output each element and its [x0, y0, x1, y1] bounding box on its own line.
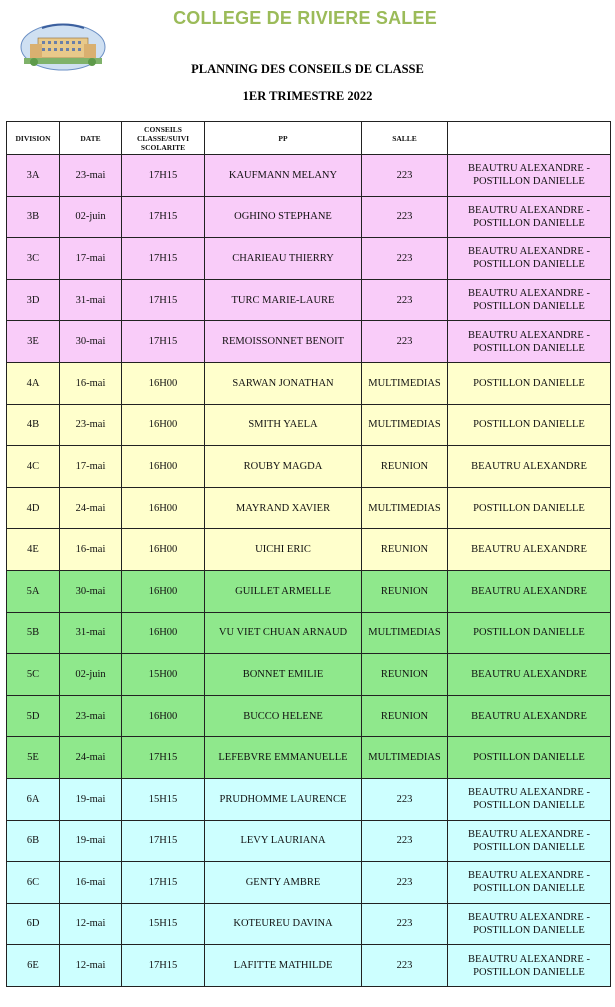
cell-salle: REUNION — [362, 446, 448, 488]
cell-salle: 223 — [362, 155, 448, 197]
cell-division: 4D — [7, 487, 60, 529]
cell-salle: MULTIMEDIAS — [362, 612, 448, 654]
table-row — [7, 487, 611, 529]
cell-pp: BUCCO HELENE — [205, 695, 362, 737]
cell-surveillance: BEAUTRU ALEXANDRE - POSTILLON DANIELLE — [448, 862, 611, 904]
cell-division: 5C — [7, 654, 60, 696]
cell-division: 5E — [7, 737, 60, 779]
cell-heure: 16H00 — [122, 446, 205, 488]
cell-salle: 223 — [362, 820, 448, 862]
table-row — [7, 362, 611, 404]
cell-pp: UICHI ERIC — [205, 529, 362, 571]
cell-surveillance: BEAUTRU ALEXANDRE - POSTILLON DANIELLE — [448, 903, 611, 945]
header-pp: PP — [205, 122, 362, 155]
cell-surveillance: POSTILLON DANIELLE — [448, 362, 611, 404]
cell-surveillance: BEAUTRU ALEXANDRE - POSTILLON DANIELLE — [448, 778, 611, 820]
table-row — [7, 238, 611, 280]
cell-division: 4A — [7, 362, 60, 404]
cell-division: 4E — [7, 529, 60, 571]
cell-date: 23-mai — [60, 404, 122, 446]
cell-date: 19-mai — [60, 778, 122, 820]
cell-division: 6B — [7, 820, 60, 862]
cell-pp: KOTEUREU DAVINA — [205, 903, 362, 945]
header-division: DIVISION — [7, 122, 60, 155]
cell-surveillance: BEAUTRU ALEXANDRE — [448, 446, 611, 488]
cell-date: 16-mai — [60, 362, 122, 404]
cell-surveillance: BEAUTRU ALEXANDRE - POSTILLON DANIELLE — [448, 279, 611, 321]
table-row — [7, 446, 611, 488]
cell-salle: 223 — [362, 778, 448, 820]
table-row — [7, 654, 611, 696]
cell-heure: 17H15 — [122, 321, 205, 363]
cell-heure: 16H00 — [122, 404, 205, 446]
cell-division: 3A — [7, 155, 60, 197]
planning-table — [6, 121, 611, 987]
cell-surveillance: POSTILLON DANIELLE — [448, 612, 611, 654]
cell-heure: 15H15 — [122, 903, 205, 945]
cell-date: 12-mai — [60, 945, 122, 987]
cell-division: 3B — [7, 196, 60, 238]
cell-division: 3E — [7, 321, 60, 363]
cell-date: 23-mai — [60, 155, 122, 197]
cell-surveillance: BEAUTRU ALEXANDRE — [448, 695, 611, 737]
cell-division: 4B — [7, 404, 60, 446]
cell-salle: 223 — [362, 321, 448, 363]
cell-heure: 17H15 — [122, 196, 205, 238]
cell-salle: REUNION — [362, 695, 448, 737]
cell-salle: REUNION — [362, 529, 448, 571]
cell-surveillance: BEAUTRU ALEXANDRE - POSTILLON DANIELLE — [448, 196, 611, 238]
table-row — [7, 778, 611, 820]
cell-division: 6A — [7, 778, 60, 820]
cell-division: 6D — [7, 903, 60, 945]
cell-pp: TURC MARIE-LAURE — [205, 279, 362, 321]
cell-date: 24-mai — [60, 487, 122, 529]
table-row — [7, 529, 611, 571]
cell-division: 6E — [7, 945, 60, 987]
cell-salle: 223 — [362, 903, 448, 945]
table-row — [7, 737, 611, 779]
table-row — [7, 903, 611, 945]
cell-division: 3C — [7, 238, 60, 280]
cell-heure: 17H15 — [122, 820, 205, 862]
table-row — [7, 862, 611, 904]
cell-pp: OGHINO STEPHANE — [205, 196, 362, 238]
cell-heure: 16H00 — [122, 362, 205, 404]
table-row — [7, 196, 611, 238]
cell-surveillance: BEAUTRU ALEXANDRE - POSTILLON DANIELLE — [448, 321, 611, 363]
table-row — [7, 155, 611, 197]
cell-surveillance: BEAUTRU ALEXANDRE - POSTILLON DANIELLE — [448, 820, 611, 862]
cell-surveillance: POSTILLON DANIELLE — [448, 487, 611, 529]
cell-salle: MULTIMEDIAS — [362, 487, 448, 529]
header-date: DATE — [60, 122, 122, 155]
cell-pp: PRUDHOMME LAURENCE — [205, 778, 362, 820]
cell-division: 3D — [7, 279, 60, 321]
cell-date: 23-mai — [60, 695, 122, 737]
cell-heure: 16H00 — [122, 695, 205, 737]
cell-date: 16-mai — [60, 862, 122, 904]
cell-pp: MAYRAND XAVIER — [205, 487, 362, 529]
table-row — [7, 570, 611, 612]
cell-pp: GUILLET ARMELLE — [205, 570, 362, 612]
cell-salle: 223 — [362, 238, 448, 280]
header-surveillance — [448, 122, 611, 155]
cell-surveillance: BEAUTRU ALEXANDRE - POSTILLON DANIELLE — [448, 945, 611, 987]
table-body — [7, 155, 611, 987]
cell-heure: 15H15 — [122, 778, 205, 820]
cell-salle: MULTIMEDIAS — [362, 362, 448, 404]
cell-pp: CHARIEAU THIERRY — [205, 238, 362, 280]
table-row — [7, 820, 611, 862]
cell-date: 17-mai — [60, 238, 122, 280]
cell-date: 31-mai — [60, 279, 122, 321]
cell-heure: 17H15 — [122, 862, 205, 904]
cell-pp: SMITH YAELA — [205, 404, 362, 446]
cell-pp: SARWAN JONATHAN — [205, 362, 362, 404]
cell-surveillance: BEAUTRU ALEXANDRE — [448, 570, 611, 612]
cell-heure: 17H15 — [122, 155, 205, 197]
cell-heure: 17H15 — [122, 737, 205, 779]
cell-division: 6C — [7, 862, 60, 904]
school-title: COLLEGE DE RIVIERE SALEE — [173, 8, 437, 28]
cell-surveillance: BEAUTRU ALEXANDRE - POSTILLON DANIELLE — [448, 238, 611, 280]
cell-date: 02-juin — [60, 654, 122, 696]
cell-date: 17-mai — [60, 446, 122, 488]
cell-pp: BONNET EMILIE — [205, 654, 362, 696]
cell-salle: 223 — [362, 862, 448, 904]
cell-salle: REUNION — [362, 570, 448, 612]
cell-surveillance: BEAUTRU ALEXANDRE — [448, 529, 611, 571]
table-row — [7, 404, 611, 446]
cell-pp: ROUBY MAGDA — [205, 446, 362, 488]
cell-date: 30-mai — [60, 570, 122, 612]
cell-date: 24-mai — [60, 737, 122, 779]
cell-division: 5B — [7, 612, 60, 654]
cell-heure: 16H00 — [122, 570, 205, 612]
table-row — [7, 321, 611, 363]
document-subtitle: 1ER TRIMESTRE 2022 — [242, 89, 373, 103]
document-title: PLANNING DES CONSEILS DE CLASSE — [191, 62, 424, 76]
cell-date: 19-mai — [60, 820, 122, 862]
cell-pp: LEFEBVRE EMMANUELLE — [205, 737, 362, 779]
cell-pp: KAUFMANN MELANY — [205, 155, 362, 197]
header-conseils: CONSEILS CLASSE/SUIVI SCOLARITE — [122, 122, 205, 155]
table-row — [7, 612, 611, 654]
cell-salle: 223 — [362, 196, 448, 238]
table-row — [7, 945, 611, 987]
cell-division: 4C — [7, 446, 60, 488]
cell-pp: REMOISSONNET BENOIT — [205, 321, 362, 363]
cell-heure: 16H00 — [122, 529, 205, 571]
cell-heure: 17H15 — [122, 945, 205, 987]
cell-surveillance: BEAUTRU ALEXANDRE - POSTILLON DANIELLE — [448, 155, 611, 197]
cell-heure: 17H15 — [122, 238, 205, 280]
cell-division: 5D — [7, 695, 60, 737]
cell-heure: 16H00 — [122, 612, 205, 654]
cell-salle: 223 — [362, 279, 448, 321]
cell-surveillance: POSTILLON DANIELLE — [448, 737, 611, 779]
table-row — [7, 695, 611, 737]
cell-date: 16-mai — [60, 529, 122, 571]
cell-salle: REUNION — [362, 654, 448, 696]
cell-pp: GENTY AMBRE — [205, 862, 362, 904]
cell-salle: 223 — [362, 945, 448, 987]
table-row — [7, 279, 611, 321]
cell-pp: LAFITTE MATHILDE — [205, 945, 362, 987]
cell-date: 02-juin — [60, 196, 122, 238]
cell-surveillance: POSTILLON DANIELLE — [448, 404, 611, 446]
cell-date: 30-mai — [60, 321, 122, 363]
cell-salle: MULTIMEDIAS — [362, 737, 448, 779]
cell-heure: 17H15 — [122, 279, 205, 321]
table-header-row — [7, 122, 611, 155]
cell-salle: MULTIMEDIAS — [362, 404, 448, 446]
cell-surveillance: BEAUTRU ALEXANDRE — [448, 654, 611, 696]
cell-pp: VU VIET CHUAN ARNAUD — [205, 612, 362, 654]
cell-heure: 15H00 — [122, 654, 205, 696]
cell-date: 12-mai — [60, 903, 122, 945]
cell-date: 31-mai — [60, 612, 122, 654]
cell-pp: LEVY LAURIANA — [205, 820, 362, 862]
cell-heure: 16H00 — [122, 487, 205, 529]
cell-division: 5A — [7, 570, 60, 612]
header-salle: SALLE — [362, 122, 448, 155]
